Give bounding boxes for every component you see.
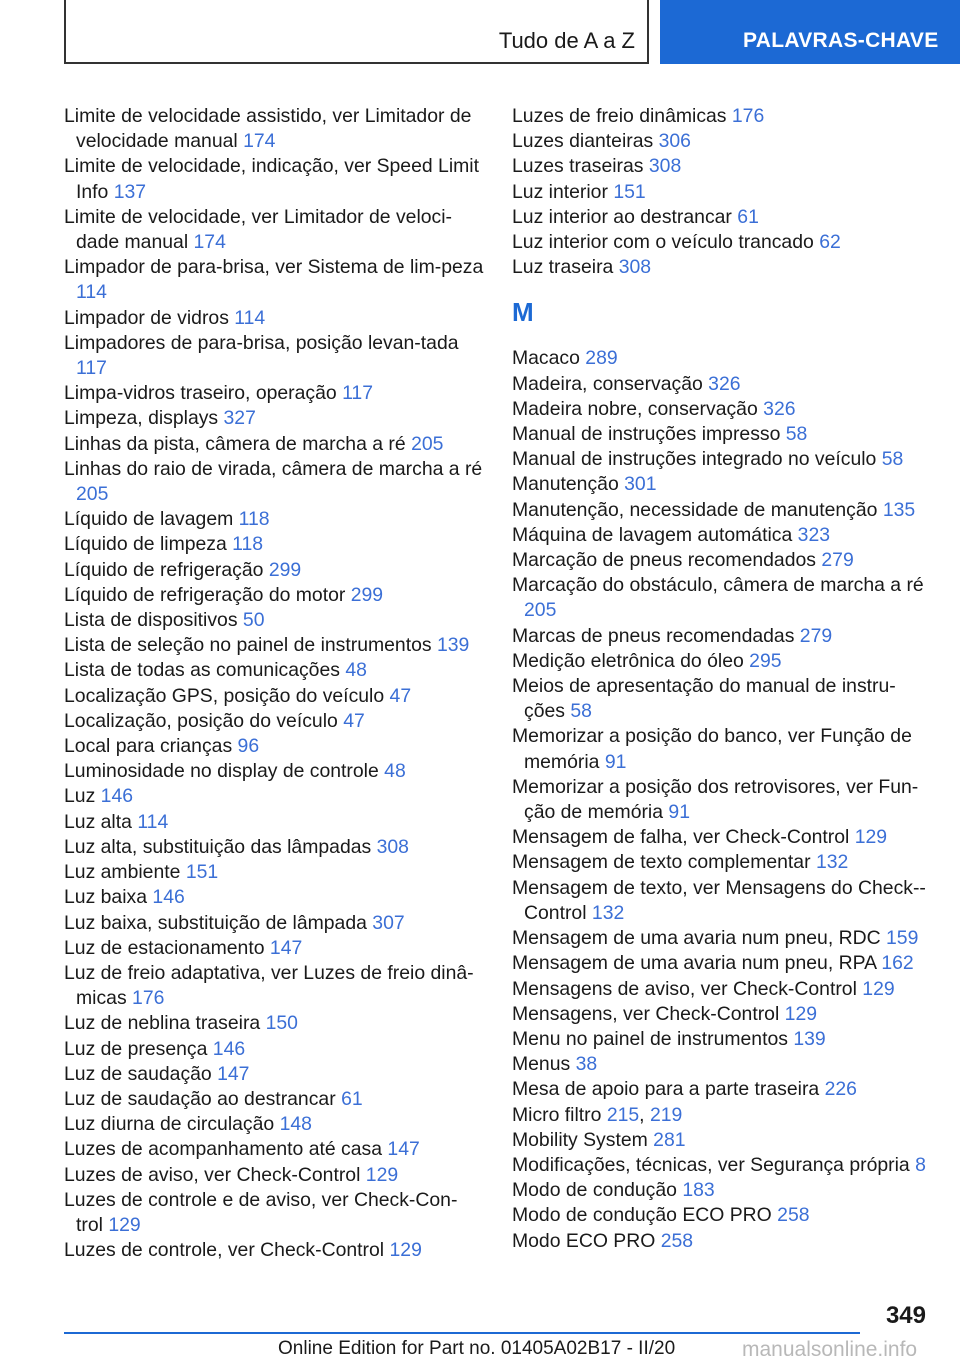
index-entry bbox=[64, 860, 484, 885]
index-entry-text: Memorizar a posição dos retrovisores, ver Fun‐ção de memória bbox=[512, 775, 919, 824]
page-link[interactable]: 48 bbox=[384, 760, 406, 783]
index-entry bbox=[512, 472, 932, 497]
page-link[interactable]: 176 bbox=[731, 105, 765, 127]
index-entry-text: Linhas da pista, câmera de marcha a ré bbox=[64, 432, 406, 455]
page-link[interactable]: 61 bbox=[341, 1087, 363, 1110]
index-entry bbox=[64, 104, 484, 154]
index-entry bbox=[512, 255, 932, 280]
index-entry-text: Luzes de aviso, ver Check-Control bbox=[64, 1163, 361, 1186]
index-entry-text: Luz de freio adaptativa, ver Luzes de freio dinâ‐micas bbox=[64, 961, 474, 1010]
index-entry bbox=[512, 1052, 932, 1077]
page-link[interactable]: 258 bbox=[660, 1229, 694, 1252]
index-entry bbox=[64, 633, 484, 658]
index-entry-text: Líquido de refrigeração do motor bbox=[64, 583, 346, 606]
index-entry bbox=[512, 850, 932, 875]
index-entry-text: Luz interior bbox=[512, 180, 608, 203]
page-link[interactable]: 146 bbox=[152, 886, 185, 909]
index-entry bbox=[512, 205, 932, 230]
page-link[interactable]: 326 bbox=[763, 397, 796, 420]
page-link[interactable]: 215 bbox=[606, 1103, 640, 1126]
index-entry-text: Mobility System bbox=[512, 1128, 648, 1151]
page-link[interactable]: 151 bbox=[185, 861, 219, 884]
page-link[interactable]: 174 bbox=[243, 130, 276, 153]
index-entry bbox=[512, 1178, 932, 1203]
page-link[interactable]: 132 bbox=[591, 901, 625, 924]
index-entry bbox=[512, 1077, 932, 1102]
page-link[interactable]: 48 bbox=[345, 659, 367, 682]
index-entry-text: Linhas do raio de virada, câmera de marcha a ré bbox=[64, 457, 483, 480]
section-title: Tudo de A a Z bbox=[498, 28, 635, 53]
page-link[interactable]: 299 bbox=[268, 558, 302, 581]
index-entry-text: Limpadores de para-brisa, posição levan‐tada bbox=[64, 331, 459, 354]
index-entry bbox=[512, 523, 932, 548]
page-link[interactable]: 91 bbox=[668, 801, 690, 824]
index-entry bbox=[64, 835, 484, 860]
index-entry-text: Manual de instruções integrado no veículo bbox=[512, 448, 877, 471]
index-entry-text: Mensagens, ver Check-Control bbox=[512, 1002, 780, 1025]
index-entry bbox=[64, 684, 484, 709]
index-entry-text: Mensagem de uma avaria num pneu, RDC bbox=[512, 927, 881, 950]
page-link[interactable]: 301 bbox=[624, 473, 657, 496]
index-entry bbox=[64, 961, 484, 1011]
index-entry bbox=[64, 1137, 484, 1162]
index-entry-text: Luz de saudação bbox=[64, 1062, 212, 1085]
index-entry bbox=[512, 1128, 932, 1153]
index-entry bbox=[512, 1229, 932, 1254]
index-group-m bbox=[512, 346, 932, 1253]
index-entry bbox=[512, 876, 932, 926]
index-entry-text: Luz de saudação ao destrancar bbox=[64, 1087, 336, 1110]
page-link[interactable]: 279 bbox=[821, 549, 854, 572]
index-entry bbox=[512, 674, 932, 724]
page-link[interactable]: 118 bbox=[232, 533, 264, 556]
index-entry bbox=[64, 1163, 484, 1188]
index-entry-text: Mensagem de texto, ver Mensagens do Check--Control bbox=[512, 876, 926, 924]
page-link[interactable]: 132 bbox=[815, 851, 849, 874]
page-link[interactable]: 129 bbox=[108, 1213, 141, 1236]
page-link[interactable]: 289 bbox=[585, 347, 618, 370]
page-link[interactable]: 50 bbox=[242, 609, 265, 632]
index-entry-text: Luz alta bbox=[64, 810, 132, 833]
page-link[interactable]: 327 bbox=[223, 407, 256, 430]
index-entry bbox=[64, 255, 484, 305]
index-entry bbox=[64, 709, 484, 734]
index-entry-text: Luz baixa, substituição de lâmpada bbox=[64, 911, 367, 934]
index-entry bbox=[64, 205, 484, 255]
keywords-tab-label: PALAVRAS-CHAVE bbox=[743, 29, 939, 52]
index-entry bbox=[64, 558, 484, 583]
index-entry bbox=[512, 573, 932, 623]
index-entry-text: Localização, posição do veículo bbox=[64, 709, 338, 732]
index-entry bbox=[64, 1062, 484, 1087]
index-entry bbox=[64, 1087, 484, 1112]
index-entry bbox=[64, 381, 484, 406]
page-link[interactable]: 8 bbox=[915, 1153, 926, 1176]
index-entry bbox=[512, 775, 932, 825]
index-entry bbox=[512, 180, 932, 205]
index-entry bbox=[512, 104, 932, 129]
page-link[interactable]: 135 bbox=[882, 498, 916, 521]
index-entry bbox=[64, 583, 484, 608]
index-entry-text: Mensagens de aviso, ver Check-Control bbox=[512, 977, 857, 1000]
index-entry-text: Limite de velocidade, ver Limitador de veloci‐dade manual bbox=[64, 205, 453, 254]
page-link[interactable]: 58 bbox=[881, 448, 904, 471]
page-link[interactable]: 118 bbox=[238, 508, 270, 531]
page-link[interactable]: 176 bbox=[132, 987, 165, 1010]
index-entry bbox=[64, 885, 484, 910]
page-link[interactable]: 306 bbox=[658, 130, 691, 153]
page-link[interactable]: 148 bbox=[279, 1113, 312, 1136]
index-entry bbox=[64, 154, 484, 204]
index-entry-text: Lista de todas as comunicações bbox=[64, 659, 340, 682]
index-entry-text: Líquido de limpeza bbox=[64, 533, 227, 556]
page-link[interactable]: 61 bbox=[737, 205, 759, 228]
index-entry bbox=[64, 1011, 484, 1036]
index-entry-text: Luz interior com o veículo trancado bbox=[512, 231, 814, 254]
page-link[interactable]: 226 bbox=[824, 1078, 857, 1101]
index-entry-text: Luz diurna de circulação bbox=[64, 1113, 275, 1136]
index-entry bbox=[64, 936, 484, 961]
index-entry-text: Manutenção bbox=[512, 473, 619, 496]
index-entry bbox=[512, 724, 932, 774]
page-link[interactable]: 139 bbox=[793, 1027, 826, 1050]
index-entry bbox=[64, 608, 484, 633]
page-link[interactable]: 150 bbox=[265, 1012, 298, 1035]
index-entry-text: Máquina de lavagem automática bbox=[512, 523, 793, 546]
index-entry-text: Marcas de pneus recomendadas bbox=[512, 624, 795, 647]
page-link[interactable]: 183 bbox=[682, 1179, 715, 1202]
page-link[interactable]: 159 bbox=[886, 927, 919, 950]
page-link[interactable]: 147 bbox=[269, 936, 303, 959]
index-entry bbox=[512, 825, 932, 850]
index-entry bbox=[512, 129, 932, 154]
page-link[interactable]: 151 bbox=[613, 180, 646, 203]
index-entry-text: Luzes dianteiras bbox=[512, 130, 654, 153]
page-link[interactable]: 58 bbox=[785, 423, 808, 446]
index-entry-text: Luz alta, substituição das lâmpadas bbox=[64, 835, 372, 858]
page-link[interactable]: 146 bbox=[100, 785, 134, 808]
index-entry-text: Mesa de apoio para a parte traseira bbox=[512, 1078, 820, 1101]
index-entry bbox=[512, 1027, 932, 1052]
page-link[interactable]: 205 bbox=[411, 432, 444, 455]
index-entry-text: Luminosidade no display de controle bbox=[64, 760, 379, 783]
page-link[interactable]: 205 bbox=[524, 599, 557, 622]
index-entry bbox=[64, 658, 484, 683]
page-link[interactable]: 299 bbox=[350, 583, 384, 606]
index-entry-text: Limpeza, displays bbox=[64, 407, 219, 430]
index-entry-text: Limite de velocidade assistido, ver Limitador de velocidade manual bbox=[64, 105, 472, 153]
page-link[interactable]: 147 bbox=[217, 1062, 250, 1085]
index-entry-text: Líquido de lavagem bbox=[64, 508, 234, 531]
index-entry-text: Luzes traseiras bbox=[512, 155, 644, 178]
index-entry-text: Lista de seleção no painel de instrumentos bbox=[64, 634, 432, 657]
index-entry bbox=[64, 331, 484, 381]
index-entry-text: Luz de presença bbox=[64, 1037, 208, 1060]
page-link[interactable]: 114 bbox=[76, 281, 107, 304]
page-link[interactable]: 308 bbox=[376, 835, 409, 858]
index-entry bbox=[512, 649, 932, 674]
index-entry-text: Modo ECO PRO bbox=[512, 1229, 656, 1252]
index-entry: Micro filtro 215, 219 bbox=[512, 1103, 683, 1126]
index-entry-text: Manutenção, necessidade de manutenção bbox=[512, 498, 878, 521]
page-link[interactable]: 91 bbox=[604, 750, 627, 773]
footer-watermark: manualsonline.info bbox=[742, 1338, 918, 1361]
index-entry bbox=[512, 447, 932, 472]
index-entry bbox=[64, 784, 484, 809]
index-entry bbox=[512, 498, 932, 523]
index-entry bbox=[64, 1188, 484, 1238]
index-entry bbox=[512, 977, 932, 1002]
index-entry-text: Manual de instruções impresso bbox=[512, 423, 781, 446]
page-link[interactable]: 117 bbox=[76, 357, 107, 380]
index-letter-heading: M bbox=[512, 297, 534, 328]
index-entry-text: Líquido de refrigeração bbox=[64, 558, 264, 581]
index-entry-text: Luzes de controle e de aviso, ver Check-Con‐trol bbox=[64, 1188, 458, 1236]
index-entry bbox=[512, 1002, 932, 1027]
page-link[interactable]: 129 bbox=[784, 1002, 818, 1025]
footer-edition: Online Edition for Part no. 01405A02B17 - II/20 bbox=[278, 1338, 676, 1359]
index-entry-text: Medição eletrônica do óleo bbox=[512, 649, 744, 672]
page-link[interactable]: 308 bbox=[648, 155, 682, 178]
index-entry-text: Mensagem de falha, ver Check-Control bbox=[512, 826, 850, 849]
index-entry bbox=[64, 532, 484, 557]
page-link[interactable]: 295 bbox=[749, 649, 782, 672]
page-link[interactable]: 147 bbox=[387, 1138, 420, 1161]
page-link[interactable]: 62 bbox=[819, 231, 841, 254]
page-link[interactable]: 219 bbox=[649, 1103, 683, 1126]
index-entry-text: Luz traseira bbox=[512, 256, 614, 279]
index-entry bbox=[64, 1037, 484, 1062]
index-entry-text: Meios de apresentação do manual de instru‐ções bbox=[512, 675, 896, 723]
index-entry-text: Luz bbox=[64, 785, 96, 808]
index-entry-text: Marcação de pneus recomendados bbox=[512, 549, 816, 572]
index-entry bbox=[64, 810, 484, 835]
page-link[interactable]: 114 bbox=[234, 306, 266, 329]
page-link[interactable]: 307 bbox=[372, 911, 405, 934]
index-entry bbox=[512, 372, 932, 397]
index-entry bbox=[512, 230, 932, 255]
page-link[interactable]: 308 bbox=[618, 256, 652, 279]
index-entry bbox=[512, 397, 932, 422]
page-link[interactable]: 146 bbox=[212, 1037, 246, 1060]
index-entry-text: Luz baixa bbox=[64, 886, 148, 909]
page-link[interactable]: 47 bbox=[343, 709, 365, 732]
index-entry bbox=[512, 154, 932, 179]
index-entry-text: Mensagem de uma avaria num pneu, RPA bbox=[512, 952, 876, 975]
index-entry-text: Limpa-vidros traseiro, operação bbox=[64, 382, 337, 405]
index-entry-text: Local para crianças bbox=[64, 735, 233, 758]
index-entry-text: Limite de velocidade, indicação, ver Speed Limit Info bbox=[64, 155, 479, 203]
index-entry-text: Menus bbox=[512, 1053, 571, 1076]
index-entry bbox=[64, 507, 484, 532]
page-link[interactable]: 323 bbox=[797, 523, 831, 546]
page-link[interactable]: 162 bbox=[881, 952, 914, 975]
index-entry bbox=[512, 926, 932, 951]
page-link[interactable]: 279 bbox=[799, 624, 833, 647]
index-entry-text: Lista de dispositivos bbox=[64, 609, 238, 632]
page-link[interactable]: 114 bbox=[137, 810, 169, 833]
index-entry-text: Limpador de vidros bbox=[64, 306, 229, 329]
page-link[interactable]: 281 bbox=[653, 1128, 686, 1151]
index-entry-text: Marcação do obstáculo, câmera de marcha a ré bbox=[512, 574, 924, 597]
index-entry-text: Madeira, conservação bbox=[512, 372, 703, 395]
index-entry-text: Modificações, técnicas, ver Segurança própria bbox=[512, 1153, 910, 1176]
page-link[interactable]: 129 bbox=[854, 826, 888, 849]
page-link[interactable]: 137 bbox=[113, 180, 147, 203]
page-link[interactable]: 58 bbox=[570, 700, 592, 723]
index-entry-text: Luzes de freio dinâmicas bbox=[512, 105, 727, 127]
index-group-l-continued bbox=[512, 104, 932, 280]
index-entry-text: Madeira nobre, conservação bbox=[512, 397, 758, 420]
index-entry-text: Micro filtro bbox=[512, 1103, 602, 1126]
index-entry bbox=[64, 406, 484, 431]
index-column-right bbox=[512, 104, 932, 1254]
page-link[interactable]: 129 bbox=[862, 977, 895, 1000]
index-entry-text: Modo de condução ECO PRO bbox=[512, 1204, 772, 1227]
page-link[interactable]: 38 bbox=[575, 1053, 598, 1076]
index-entry-text: Memorizar a posição do banco, ver Função de memória bbox=[512, 725, 912, 773]
page-link[interactable]: 129 bbox=[365, 1163, 399, 1186]
index-entry-text: Luz de neblina traseira bbox=[64, 1012, 261, 1035]
index-entry-text: Localização GPS, posição do veículo bbox=[64, 684, 385, 707]
index-entry bbox=[512, 951, 932, 976]
index-entry bbox=[64, 734, 484, 759]
index-entry-text: Limpador de para-brisa, ver Sistema de lim‐peza bbox=[64, 256, 484, 279]
index-entry bbox=[64, 1238, 484, 1263]
index-entry bbox=[64, 1112, 484, 1137]
index-entry bbox=[512, 1153, 932, 1178]
index-entry bbox=[512, 548, 932, 573]
index-entry-text: Macaco bbox=[512, 347, 580, 370]
footer-divider bbox=[64, 1332, 860, 1334]
page-link[interactable]: 205 bbox=[76, 483, 109, 506]
section-header bbox=[64, 0, 649, 64]
index-entry bbox=[512, 1203, 932, 1228]
index-entry-text: Luzes de controle, ver Check-Control bbox=[64, 1239, 385, 1262]
page-link[interactable]: 258 bbox=[777, 1204, 810, 1227]
index-column-left bbox=[64, 104, 484, 1263]
index-entry-text: Luzes de acompanhamento até casa bbox=[64, 1138, 383, 1161]
page-link[interactable]: 96 bbox=[237, 735, 260, 758]
page-link[interactable]: 117 bbox=[342, 382, 373, 405]
index-entry bbox=[512, 624, 932, 649]
index-entry bbox=[64, 911, 484, 936]
index-entry-text: Luz ambiente bbox=[64, 861, 181, 884]
index-entry-text: Luz de estacionamento bbox=[64, 936, 265, 959]
keywords-tab[interactable] bbox=[660, 0, 960, 64]
index-entry bbox=[512, 422, 932, 447]
index-entry bbox=[64, 432, 484, 457]
index-entry-text: Modo de condução bbox=[512, 1179, 677, 1202]
page-link[interactable]: 47 bbox=[389, 684, 412, 707]
index-entry-text: Menu no painel de instrumentos bbox=[512, 1027, 788, 1050]
page-link[interactable]: 129 bbox=[389, 1239, 422, 1262]
index-entry bbox=[64, 457, 484, 507]
index-entry bbox=[64, 306, 484, 331]
index-entry bbox=[512, 346, 932, 371]
page-link[interactable]: 174 bbox=[193, 231, 226, 254]
index-entry-text: Luz interior ao destrancar bbox=[512, 205, 732, 228]
page-link[interactable]: 139 bbox=[436, 634, 470, 657]
page-number: 349 bbox=[885, 1302, 926, 1329]
index-entry bbox=[64, 759, 484, 784]
index-entry-text: Mensagem de texto complementar bbox=[512, 851, 811, 874]
page-link[interactable]: 326 bbox=[708, 372, 741, 395]
